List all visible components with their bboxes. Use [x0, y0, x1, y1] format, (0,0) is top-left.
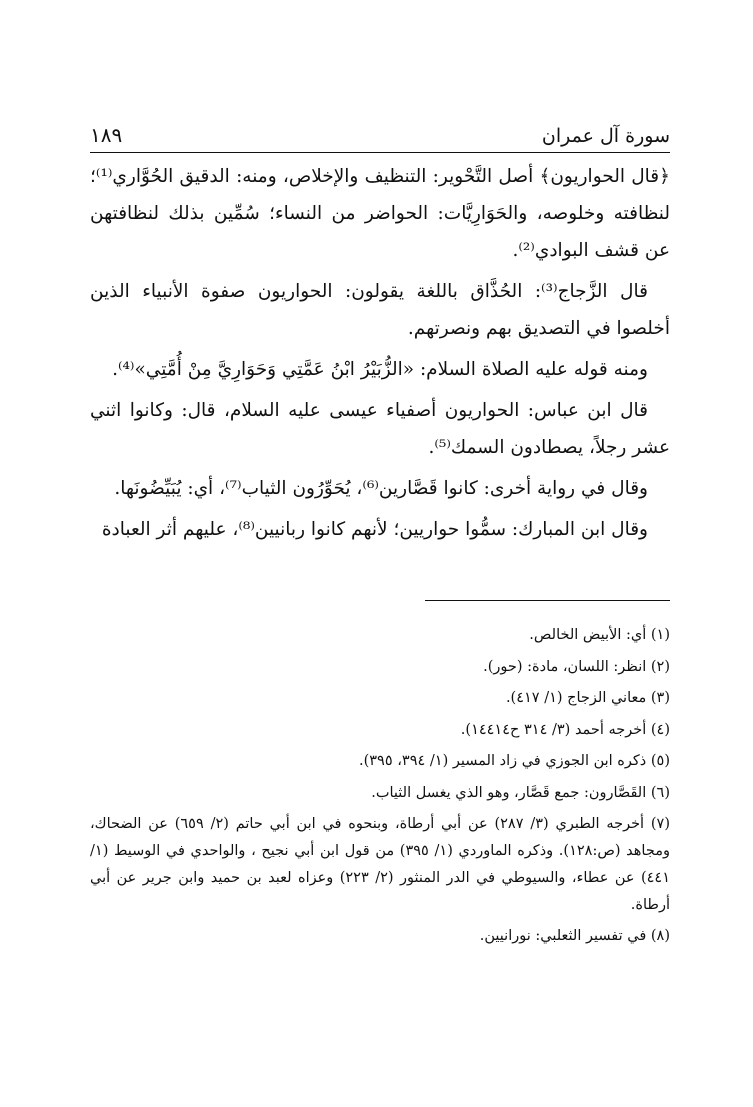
- main-text: [90, 158, 670, 552]
- footnote: (١) أي: الأبيض الخالص.: [529, 627, 670, 643]
- footnote: (٧) أخرجه الطبري (٣/ ٢٨٧) عن أبي أرطاة، وبنحوه في ابن أبي حاتم (٢/ ٦٥٩) عن الضحاك، ومجاهد (ص:١٢٨). وذكره الماوردي (١/ ٣٩٥) من قول ابن أبي نجيح ، والواحدي في الوسيط (١/ ٤٤١) عن عطاء، والسيوطي في الدر المنثور (٢/ ٢٢٣) وعزاه لعبد بن حميد وابن جرير عن أبي أرطاة.: [90, 816, 671, 913]
- paragraph: ومنه قوله عليه الصلاة السلام: «الزُّبَيْرُ ابْنُ عَمَّتِي وَحَوَارِيَّ مِنْ أُمَّتِي»⁽⁴⁾.: [112, 359, 648, 380]
- paragraph: قال الزَّجاج⁽³⁾: الحُذَّاق باللغة يقولون: الحواريون صفوة الأنبياء الذين أخلصوا في التصديق بهم ونصرتهم.: [90, 281, 670, 339]
- paragraph: وقال في رواية أخرى: كانوا قَصَّارين⁽⁶⁾، يُحَوِّرُون الثياب⁽⁷⁾، أي: يُبَيِّضُونَها.: [114, 478, 648, 499]
- footnote-separator: [425, 600, 670, 601]
- footnote: (٣) معاني الزجاج (١/ ٤١٧).: [505, 690, 670, 706]
- paragraph: قال ابن عباس: الحواريون أصفياء عيسى عليه السلام، قال: وكانوا اثني عشر رجلاً، يصطادون السمك⁽⁵⁾.: [90, 400, 670, 458]
- paragraph: وقال ابن المبارك: سمُّوا حواريين؛ لأنهم كانوا ربانيين⁽⁸⁾، عليهم أثر العبادة: [101, 519, 648, 540]
- page-number: ١٨٩: [90, 123, 123, 147]
- footnotes: [90, 622, 670, 955]
- page-header: [90, 118, 670, 153]
- footnote: (٨) في تفسير الثعلبي: نورانيين.: [479, 928, 670, 944]
- footnote: (٢) انظر: اللسان، مادة: (حور).: [483, 658, 670, 675]
- surah-title: سورة آل عمران: [541, 125, 670, 147]
- paragraph: ﴿قال الحواريون﴾ أصل التَّحْوير: التنظيف والإخلاص، ومنه: الدقيق الحُوَّاري⁽¹⁾؛ لنظافته وخلوصه، والحَوَارِيَّات: الحواضر من النساء؛ سُمِّين بذلك لنظافتهن عن قشف البوادي⁽²⁾.: [90, 166, 670, 261]
- footnote: (٥) ذكره ابن الجوزي في زاد المسير (١/ ٣٩٤، ٣٩٥).: [358, 753, 670, 769]
- footnote: (٦) القَصَّارون: جمع قَصَّار، وهو الذي يغسل الثياب.: [371, 784, 670, 801]
- footnote: (٤) أخرجه أحمد (٣/ ٣١٤ ح١٤٤١٤).: [460, 721, 670, 738]
